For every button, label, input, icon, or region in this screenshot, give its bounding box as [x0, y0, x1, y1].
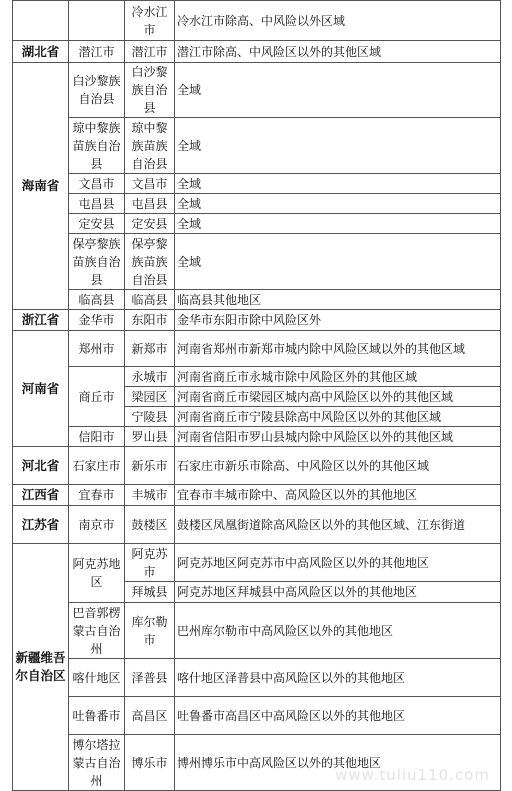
table-row — [13, 118, 501, 174]
table-row — [13, 214, 501, 234]
area-cell: 全域 — [175, 118, 501, 174]
district-cell: 临高县 — [125, 290, 175, 310]
district-cell: 永城市 — [125, 367, 175, 387]
district-cell: 丰城市 — [125, 485, 175, 506]
table-row — [13, 544, 501, 582]
province-cell — [13, 1, 69, 41]
table-row — [13, 1, 501, 41]
province-cell: 浙江省 — [13, 310, 69, 331]
district-cell: 阿克苏市 — [125, 544, 175, 582]
district-cell: 文昌市 — [125, 174, 175, 194]
area-cell: 全域 — [175, 234, 501, 290]
city-cell: 阿克苏地区 — [69, 544, 125, 603]
district-cell: 冷水江市 — [125, 1, 175, 41]
table-row — [13, 697, 501, 735]
province-cell: 河北省 — [13, 447, 69, 485]
city-cell: 博尔塔拉蒙古自治州 — [69, 735, 125, 791]
area-cell: 河南省商丘市永城市除中风险区外的其他区域 — [175, 367, 501, 387]
city-cell: 临高县 — [69, 290, 125, 310]
city-cell: 南京市 — [69, 506, 125, 544]
district-cell: 高昌区 — [125, 697, 175, 735]
area-cell: 博州博乐市中高风险区以外的其他地区 — [175, 735, 501, 791]
city-cell: 琼中黎族苗族自治县 — [69, 118, 125, 174]
district-cell: 保亭黎族苗族自治县 — [125, 234, 175, 290]
city-cell: 巴音郭楞蒙古自治州 — [69, 603, 125, 659]
district-cell: 白沙黎族自治县 — [125, 63, 175, 118]
city-cell: 白沙黎族自治县 — [69, 63, 125, 118]
table-row — [13, 485, 501, 506]
risk-area-table — [12, 0, 501, 791]
city-cell: 信阳市 — [69, 427, 125, 447]
area-cell: 宜春市丰城市除中、高风险区以外的其他地区 — [175, 485, 501, 506]
table-row — [13, 234, 501, 290]
district-cell: 东阳市 — [125, 310, 175, 331]
area-cell: 河南省郑州市新郑市城内除中风险区域以外的其他区域 — [175, 331, 501, 367]
area-cell: 巴州库尔勒市中高风险区以外的其他地区 — [175, 603, 501, 659]
province-cell: 海南省 — [13, 63, 69, 310]
district-cell: 库尔勒市 — [125, 603, 175, 659]
table-row — [13, 41, 501, 63]
table-row — [13, 367, 501, 387]
area-cell: 河南省信阳市罗山县城内除中风险区以外的其他区域 — [175, 427, 501, 447]
area-cell: 冷水江市除高、中风险以外区域 — [175, 1, 501, 41]
city-cell: 喀什地区 — [69, 659, 125, 697]
province-cell: 江苏省 — [13, 506, 69, 544]
city-cell: 屯昌县 — [69, 194, 125, 214]
district-cell: 鼓楼区 — [125, 506, 175, 544]
area-cell: 潜江市除高、中风险区以外的其他区域 — [175, 41, 501, 63]
district-cell: 屯昌县 — [125, 194, 175, 214]
area-cell: 河南省商丘市梁园区城内高中风险区以外的其他区域 — [175, 387, 501, 407]
city-cell: 石家庄市 — [69, 447, 125, 485]
watermark: www.tuliu110.com — [335, 766, 490, 784]
table-row — [13, 63, 501, 118]
city-cell: 潜江市 — [69, 41, 125, 63]
area-cell: 全域 — [175, 214, 501, 234]
area-cell: 石家庄市新乐市除高、中风险区以外的其他区域 — [175, 447, 501, 485]
area-cell: 阿克苏地区拜城县中高风险区以外的其他地区 — [175, 582, 501, 603]
table-row — [13, 290, 501, 310]
province-cell: 河南省 — [13, 331, 69, 447]
district-cell: 宁陵县 — [125, 407, 175, 427]
district-cell: 拜城县 — [125, 582, 175, 603]
district-cell: 琼中黎族苗族自治县 — [125, 118, 175, 174]
table-row — [13, 194, 501, 214]
table-row — [13, 659, 501, 697]
table-row — [13, 603, 501, 659]
city-cell: 宜春市 — [69, 485, 125, 506]
table-row — [13, 310, 501, 331]
city-cell — [69, 1, 125, 41]
district-cell: 新乐市 — [125, 447, 175, 485]
area-cell: 临高县其他地区 — [175, 290, 501, 310]
area-cell: 全域 — [175, 174, 501, 194]
city-cell: 吐鲁番市 — [69, 697, 125, 735]
area-cell: 喀什地区泽普县中高风险区以外的其他地区 — [175, 659, 501, 697]
district-cell: 新郑市 — [125, 331, 175, 367]
table-row — [13, 331, 501, 367]
district-cell: 罗山县 — [125, 427, 175, 447]
table-row — [13, 174, 501, 194]
district-cell: 潜江市 — [125, 41, 175, 63]
table-row — [13, 506, 501, 544]
table-row — [13, 447, 501, 485]
province-cell: 新疆维吾尔自治区 — [13, 544, 69, 791]
area-cell: 金华市东阳市除中风险区外 — [175, 310, 501, 331]
district-cell: 定安县 — [125, 214, 175, 234]
area-cell: 河南省商丘市宁陵县除高中风险区以外的其他区域 — [175, 407, 501, 427]
table-row — [13, 427, 501, 447]
city-cell: 保亭黎族苗族自治县 — [69, 234, 125, 290]
area-cell: 全域 — [175, 63, 501, 118]
city-cell: 金华市 — [69, 310, 125, 331]
district-cell: 泽普县 — [125, 659, 175, 697]
area-cell: 吐鲁番市高昌区中高风险区以外的其他地区 — [175, 697, 501, 735]
city-cell: 定安县 — [69, 214, 125, 234]
city-cell: 商丘市 — [69, 367, 125, 427]
district-cell: 梁园区 — [125, 387, 175, 407]
area-cell: 全域 — [175, 194, 501, 214]
province-cell: 江西省 — [13, 485, 69, 506]
province-cell: 湖北省 — [13, 41, 69, 63]
area-cell: 鼓楼区凤凰街道除高风险区以外的其他区域、江东街道 — [175, 506, 501, 544]
city-cell: 郑州市 — [69, 331, 125, 367]
city-cell: 文昌市 — [69, 174, 125, 194]
district-cell: 博乐市 — [125, 735, 175, 791]
area-cell: 阿克苏地区阿克苏市中高风险区以外的其他地区 — [175, 544, 501, 582]
